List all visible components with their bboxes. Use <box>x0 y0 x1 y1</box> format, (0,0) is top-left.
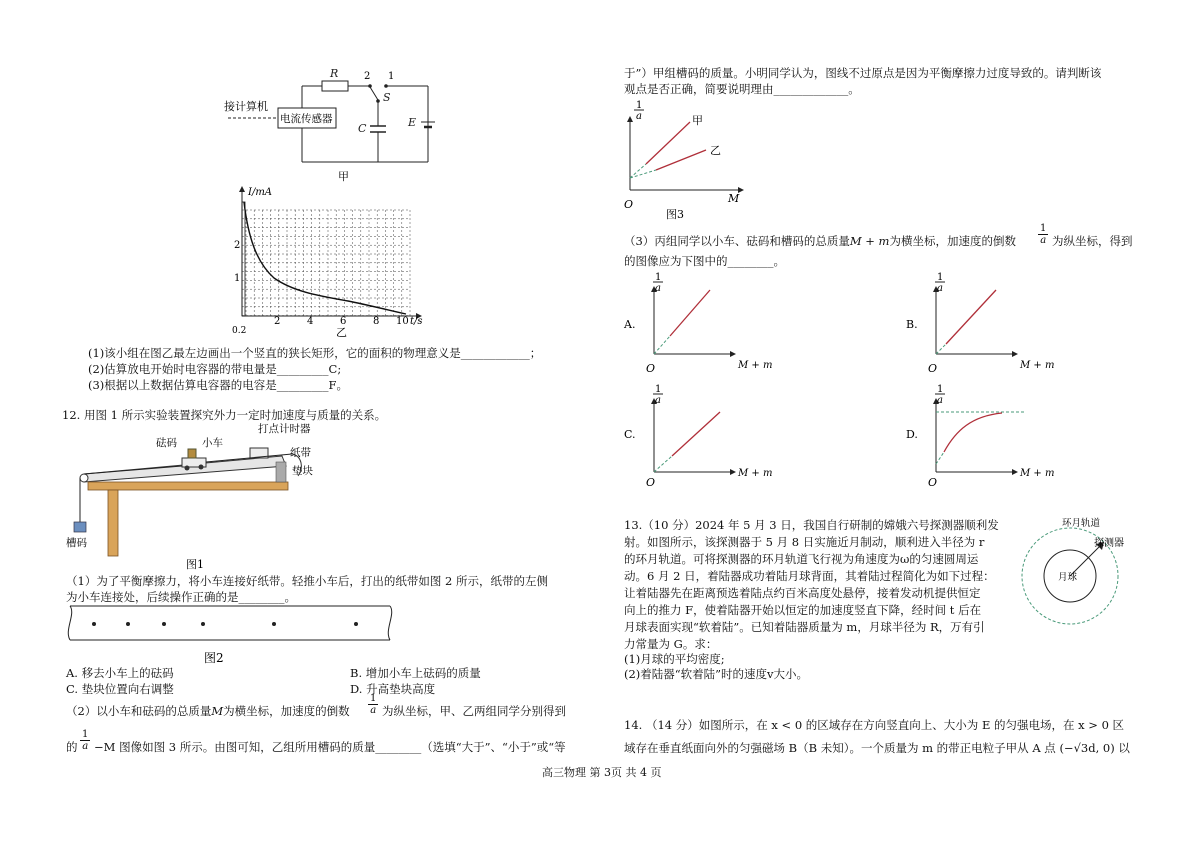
choice-b-ynum: 1 <box>937 272 944 283</box>
line-jia <box>646 122 690 164</box>
choice-graph-b <box>906 270 1066 374</box>
q12-part2-line2-b: −M 图像如图 3 所示。由图可知，乙组所用槽码的质量________（选填“大于”、“小于”或“等 <box>94 740 566 754</box>
choice-d-yden: a <box>937 395 943 406</box>
label-hanger: 槽码 <box>66 537 87 549</box>
discharge-curve <box>244 202 406 314</box>
q12-part2-line2-a: 的 <box>66 740 78 754</box>
q12-part3-text-b: 为横坐标，加速度的倒数 <box>889 234 1016 248</box>
q13-line-1: 13.（10 分）2024 年 5 月 3 日，我国自行研制的嫦娥六号探测器顺利发 <box>624 518 999 532</box>
label-cart: 小车 <box>202 437 223 449</box>
choice-b-xlabel: M + m <box>1020 360 1055 371</box>
line-yi <box>656 150 706 170</box>
choice-c-ynum: 1 <box>655 384 662 395</box>
symbol-m-plus-m: M + m <box>849 234 890 248</box>
q13-line-4: 动。6 月 2 日，着陆器成功着陆月球背面，其着陆过程简化为如下过程： <box>624 569 995 583</box>
q12-part3-text-a: （3）丙组同学以小车、砝码和槽码的总质量 <box>624 234 850 248</box>
q13-line-10: (2)着陆器“软着陆”时的速度v大小。 <box>624 667 809 681</box>
q12-option-d: D. 升高垫块高度 <box>350 682 436 696</box>
choice-graph-a <box>624 270 784 374</box>
q11-item-1: (1)该小组在图乙最左边画出一个竖直的狭长矩形，它的面积的物理意义是____________； <box>88 346 542 360</box>
symbol-m: M <box>211 704 224 718</box>
q12-part2-text-c: 为纵坐标，甲、乙两组同学分别得到 <box>382 704 566 718</box>
label-weights: 砝码 <box>156 437 177 449</box>
choice-a-xlabel: M + m <box>738 360 773 371</box>
fraction-1-over-a-p2-line2 <box>80 729 90 752</box>
xtick-6: 6 <box>340 316 347 327</box>
q12-part3-text-c: 为纵坐标，得到 <box>1052 234 1133 248</box>
label-current-sensor: 电流传感器 <box>280 113 333 125</box>
choice-graph-d <box>906 382 1066 489</box>
choice-b-letter: B. <box>906 318 918 331</box>
q13-line-9: (1)月球的平均密度; <box>624 652 725 666</box>
q12-part2-line4: 观点是否正确，简要说明理由_____________。 <box>624 82 860 96</box>
q12-part1-line1: （1）为了平衡摩擦力，将小车连接好纸带。轻推小车后，打出的纸带如图 2 所示，纸带的左侧 <box>66 574 548 588</box>
fig3-label-jia: 甲 <box>692 114 703 127</box>
label-s: S <box>383 91 391 104</box>
graph-grid <box>242 210 410 316</box>
graph-ylabel: I/mA <box>248 187 273 198</box>
q11-item-3: (3)根据以上数据估算电容器的电容是_________F。 <box>88 378 349 392</box>
xtick-2: 2 <box>274 316 281 327</box>
moon-orbit-figure <box>1010 514 1150 634</box>
choice-graph-c <box>624 382 784 489</box>
q14-line-2: 域存在垂直纸面向外的匀强磁场 B（B 未知）。一个质量为 m 的带正电粒子甲从 A 点 (−√3d, 0) 以 <box>624 741 1130 755</box>
origin-tick: 0.2 <box>232 326 247 336</box>
q14-line-1: 14. （14 分）如图所示，在 x < 0 的区域存在方向竖直向上、大小为 E 的匀强电场，在 x > 0 区 <box>624 718 1125 732</box>
paper-tape-figure-2 <box>66 604 392 666</box>
label-e: E <box>408 116 417 129</box>
fig3-origin: O <box>624 198 634 211</box>
label-orbit: 环月轨道 <box>1062 518 1101 529</box>
q11-item-2: (2)估算放电开始时电容器的带电量是_________C; <box>88 362 342 376</box>
page-footer: 高三物理 第 3页 共 4 页 <box>542 766 662 779</box>
label-computer: 接计算机 <box>224 100 268 113</box>
choice-c-letter: C. <box>624 428 636 441</box>
choice-a-yden: a <box>655 283 661 294</box>
choice-d-xlabel: M + m <box>1020 468 1055 479</box>
caption-jia: 甲 <box>338 170 349 183</box>
choice-c-origin: O <box>646 476 656 489</box>
choice-d-ynum: 1 <box>937 384 944 395</box>
choice-d-letter: D. <box>906 428 918 441</box>
xtick-4: 4 <box>307 316 314 327</box>
fraction-1-over-a-p3 <box>1038 223 1048 246</box>
frac-den: a <box>370 705 377 716</box>
q12-option-c: C. 垫块位置向右调整 <box>66 682 174 696</box>
q12-part2-text-a: （2）以小车和砝码的总质量 <box>66 704 212 718</box>
graph-figure-3 <box>620 98 750 226</box>
label-switch-1: 1 <box>388 71 395 82</box>
label-r: R <box>330 67 339 80</box>
q13-line-2: 射。如图所示，该探测器于 5 月 8 日实施近月制动，顺利进入半径为 r <box>624 535 985 549</box>
frac-num: 1 <box>1040 223 1047 234</box>
caption-fig2: 图2 <box>204 651 224 665</box>
q12-part1-line2: 为小车连接处，后续操作正确的是________。 <box>66 590 296 604</box>
q12-option-b: B. 增加小车上砝码的质量 <box>350 666 481 680</box>
q12-stem: 12. 用图 1 所示实验装置探究外力一定时加速度与质量的关系。 <box>62 408 387 422</box>
choice-c-yden: a <box>655 395 661 406</box>
q12-part3-line1 <box>624 234 1016 249</box>
label-tape: 纸带 <box>290 447 311 459</box>
choice-c-xlabel: M + m <box>738 468 773 479</box>
caption-fig1: 图1 <box>186 558 204 571</box>
fraction-1-over-a-p2 <box>368 693 378 716</box>
label-moon: 月球 <box>1058 572 1078 583</box>
choice-a-ynum: 1 <box>655 272 662 283</box>
label-probe: 探测器 <box>1094 538 1124 549</box>
q13-line-5: 让着陆器先在距离预选着陆点约百米高度处悬停，接着发动机提供恒定 <box>624 586 981 600</box>
fig3-caption: 图3 <box>666 208 684 221</box>
ytick-1: 1 <box>234 273 241 284</box>
q12-part2-line1 <box>66 704 350 719</box>
label-switch-2: 2 <box>364 71 371 82</box>
line-jia-dashed <box>630 164 646 178</box>
q13-line-8: 力常量为 G。求： <box>624 637 718 651</box>
fig3-xlabel: M <box>728 192 740 205</box>
fig3-yden: a <box>636 111 642 122</box>
q13-line-7: 月球表面实现“软着陆”。已知着陆器质量为 m，月球半径为 R，万有引 <box>624 620 985 634</box>
q13-line-3: 的环月轨道。可将探测器的环月轨道飞行视为角速度为ω的匀速圆周运 <box>624 552 979 566</box>
circuit-diagram <box>220 68 440 186</box>
q12-part3-line2: 的图像应为下图中的________。 <box>624 254 785 268</box>
current-time-graph <box>228 186 428 338</box>
fig3-label-yi: 乙 <box>710 144 721 157</box>
frac-num: 1 <box>370 693 377 704</box>
choice-b-origin: O <box>928 362 938 375</box>
frac-den: a <box>1040 235 1047 246</box>
frac-num: 1 <box>82 729 89 740</box>
fig3-ynum: 1 <box>636 100 643 111</box>
apparatus-figure-1 <box>62 422 313 572</box>
q12-part2-text-b: 为横坐标，加速度的倒数 <box>223 704 350 718</box>
q12-part2-line3: 于”）甲组槽码的质量。小明同学认为，图线不过原点是因为平衡摩擦力过度导致的。请判断该 <box>624 66 1102 80</box>
choice-b-yden: a <box>937 283 943 294</box>
graph-xlabel: t/s <box>410 316 423 327</box>
choice-a-origin: O <box>646 362 656 375</box>
choice-a-letter: A. <box>624 318 636 331</box>
xtick-8: 8 <box>373 316 380 327</box>
label-timer: 打点计时器 <box>258 423 311 435</box>
q12-option-a: A. 移去小车上的砝码 <box>66 666 174 680</box>
xtick-10: 10 <box>396 316 409 327</box>
label-block: 垫块 <box>292 465 313 477</box>
caption-yi: 乙 <box>336 326 347 339</box>
choice-d-origin: O <box>928 476 938 489</box>
label-c: C <box>358 122 367 135</box>
q13-line-6: 向上的推力 F，使着陆器开始以恒定的加速度竖直下降，经时间 t 后在 <box>624 603 982 617</box>
ytick-2: 2 <box>234 240 241 251</box>
frac-den: a <box>82 741 89 752</box>
